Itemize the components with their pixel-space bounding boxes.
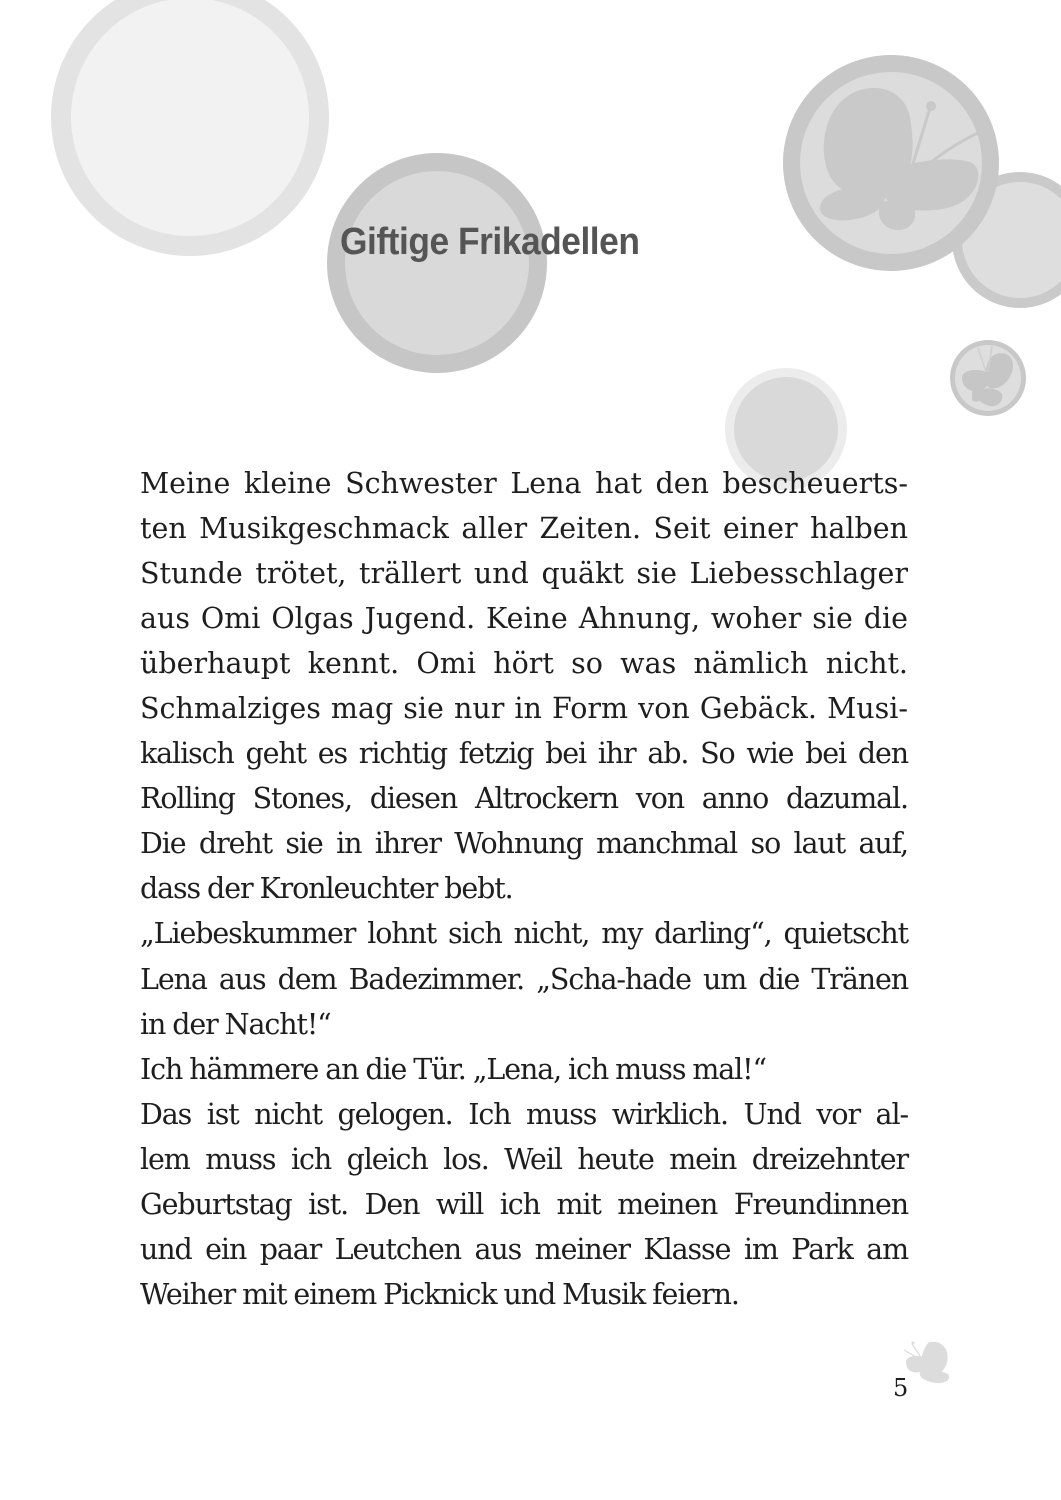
text-line: Geburtstag ist. Den will ich mit meinen Freundinnen	[140, 1187, 908, 1221]
text-line: „Liebeskummer lohnt sich nicht, my darling“, quietscht	[140, 917, 908, 951]
text-line: lem muss ich gleich los. Weil heute mein dreizehnter	[140, 1142, 908, 1176]
footer-butterfly-icon	[904, 1342, 949, 1384]
text-line: Ich hämmere an die Tür. „Lena, ich muss mal!“	[140, 1052, 766, 1086]
circle-large-top-left	[51, 0, 329, 256]
text-line: Das ist nicht gelogen. Ich muss wirklich. Und vor al-	[140, 1097, 908, 1131]
text-line: in der Nacht!“	[140, 1007, 331, 1041]
text-line: ten Musikgeschmack aller Zeiten. Seit einer halben	[140, 512, 908, 546]
text-line: Schmalziges mag sie nur in Form von Gebäck. Musi-	[140, 692, 908, 726]
text-line: und ein paar Leutchen aus meiner Klasse im Park am	[140, 1232, 908, 1266]
text-line: aus Omi Olgas Jugend. Keine Ahnung, woher sie die	[140, 602, 908, 636]
text-line: Meine kleine Schwester Lena hat den bescheuerts-	[140, 467, 908, 500]
text-line: überhaupt kennt. Omi hört so was nämlich nicht.	[140, 647, 908, 681]
text-line: dass der Kronleuchter bebt.	[140, 872, 513, 906]
text-line: Die dreht sie in ihrer Wohnung manchmal so laut auf,	[140, 827, 908, 861]
chapter-title: Giftige Frikadellen	[340, 221, 640, 263]
text-line: Weiher mit einem Picknick und Musik feiern.	[140, 1277, 739, 1311]
text-line: Lena aus dem Badezimmer. „Scha-hade um die Tränen	[140, 962, 908, 996]
text-line: Rolling Stones, diesen Altrockern von anno dazumal.	[140, 782, 908, 816]
text-line: Stunde trötet, trällert und quäkt sie Liebesschlager	[140, 557, 908, 591]
body-text	[140, 461, 908, 1317]
circle-butterfly-small	[950, 340, 1026, 416]
text-line: kalisch geht es richtig fetzig bei ihr ab. So wie bei den	[140, 737, 908, 771]
circle-butterfly-large	[783, 55, 999, 271]
page-number: 5	[893, 1374, 909, 1402]
